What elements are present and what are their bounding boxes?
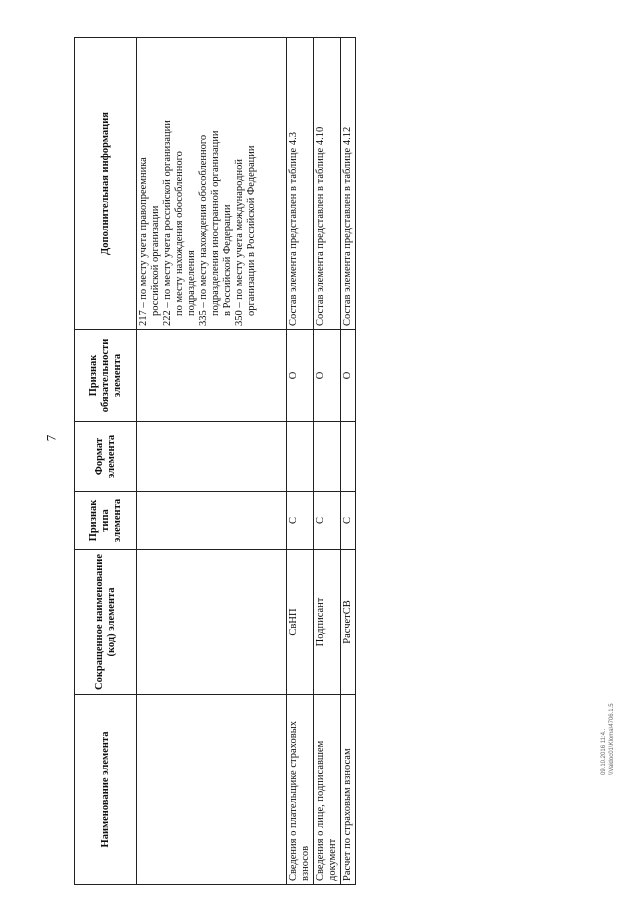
header-element-format: Формат элемента [75, 422, 137, 492]
elements-table [74, 37, 356, 885]
page-number: 7 [43, 434, 59, 442]
row-name: Сведения о плательщике страховых взносов [287, 695, 314, 885]
info-line: подразделения иностранной организации [210, 130, 221, 316]
row-code: РасчетСВ [341, 550, 356, 695]
row-code: СвНП [287, 550, 314, 695]
table-cell [137, 695, 287, 885]
row-name: Расчет по страховым взносам [341, 695, 356, 885]
row-type: С [287, 492, 314, 550]
table-row [137, 38, 287, 885]
file-date: 09.10.2016 11:4.. [601, 728, 607, 775]
table-cell [137, 330, 287, 422]
info-line: российской организации [150, 205, 161, 316]
table-row [314, 38, 341, 885]
info-line: подразделения [186, 250, 197, 316]
table-container [74, 38, 353, 885]
info-line: организации в Российской Федерации [246, 145, 257, 316]
file-path-note [600, 703, 616, 775]
table-cell [137, 550, 287, 695]
row-format [341, 422, 356, 492]
row-required: О [287, 330, 314, 422]
info-cell [137, 38, 287, 330]
table-row [341, 38, 356, 885]
table-cell [137, 422, 287, 492]
row-required: О [341, 330, 356, 422]
info-line: по месту нахождения обособленного [174, 151, 185, 316]
row-name: Сведения о лице, подписавшем документ [314, 695, 341, 885]
row-info: Состав элемента представлен в таблице 4.10 [314, 38, 341, 330]
row-format [287, 422, 314, 492]
row-type: С [341, 492, 356, 550]
info-line: 222 – по месту учета российской организации [162, 120, 173, 326]
table-row [287, 38, 314, 885]
header-additional-info: Дополнительная информация [75, 38, 137, 330]
file-path: \\Valdoc01\Kloma\4706.1.5 [609, 703, 615, 775]
table-cell [137, 492, 287, 550]
header-element-name: Наименование элемента [75, 695, 137, 885]
row-type: С [314, 492, 341, 550]
info-line: 217 – по месту учета правопреемника [138, 157, 149, 326]
header-element-type: Признак типа элемента [75, 492, 137, 550]
row-info: Состав элемента представлен в таблице 4.3 [287, 38, 314, 330]
row-format [314, 422, 341, 492]
row-required: О [314, 330, 341, 422]
info-line: 350 – по месту учета международной [234, 159, 245, 326]
header-element-required: Признак обязательности элемента [75, 330, 137, 422]
row-code: Подписант [314, 550, 341, 695]
info-line: в Российской Федерации [222, 204, 233, 316]
row-info: Состав элемента представлен в таблице 4.12 [341, 38, 356, 330]
info-line: 335 – по месту нахождения обособленного [198, 134, 209, 326]
header-element-code: Сокращенное наименование (код) элемента [75, 550, 137, 695]
